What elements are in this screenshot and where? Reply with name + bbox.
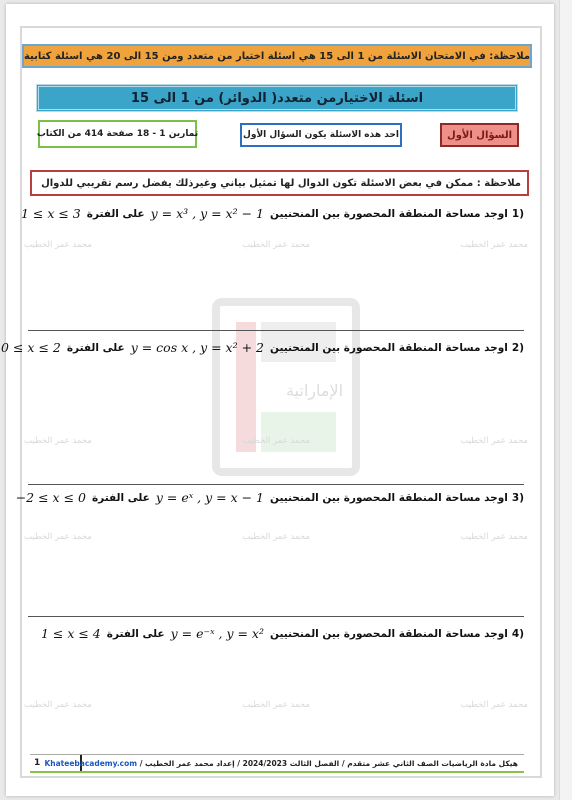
- question-text: اوجد مساحة المنطقة المحصورة بين المنحنيين: [270, 341, 508, 354]
- watermark-row: محمد عمر الخطيب محمد عمر الخطيب محمد عمر الخطيب: [24, 532, 528, 542]
- section-title: [36, 84, 518, 112]
- page-number: 1: [34, 758, 41, 768]
- question-interval: 1 ≤ x ≤ 3: [20, 206, 81, 221]
- question-number: (2: [511, 341, 524, 354]
- question-2: [1, 340, 524, 355]
- watermark-row: محمد عمر الخطيب محمد عمر الخطيب محمد عمر الخطيب: [24, 240, 528, 250]
- interval-label: على الفترة: [106, 627, 165, 640]
- logo-watermark-text: الإماراتية: [286, 381, 344, 400]
- watermark-row: محمد عمر الخطيب محمد عمر الخطيب محمد عمر الخطيب: [24, 436, 528, 446]
- divider: [28, 330, 524, 331]
- footer-text-group: [44, 759, 518, 768]
- question-number: (3: [511, 491, 524, 504]
- question-1: [21, 206, 524, 221]
- question-interval: −2 ≤ x ≤ 0: [15, 490, 86, 505]
- exercises-reference: [38, 120, 197, 148]
- exam-note-text: ملاحظة: في الامتحان الاسئلة من 1 الى 15 هي اسئلة اختيار من متعدد ومن 15 الى 20 هي اسئلة كتابية: [23, 50, 531, 62]
- graph-note: [30, 170, 529, 196]
- divider: [28, 484, 524, 485]
- academy-logo-watermark: [206, 292, 366, 482]
- question-number: (1: [511, 207, 524, 220]
- question-functions: y = eˣ , y = x − 1: [155, 490, 264, 505]
- question-number: (4: [511, 627, 524, 640]
- interval-label: على الفترة: [66, 341, 125, 354]
- question-functions: y = x³ , y = x² − 1: [150, 206, 264, 221]
- question-4: [41, 626, 524, 641]
- footer-link[interactable]: Khateebacademy.com: [44, 758, 138, 768]
- question-functions: y = cos x , y = x² + 2: [130, 340, 264, 355]
- exercises-reference-text: تمارين 1 - 18 صفحة 414 من الكتاب: [36, 129, 199, 139]
- question-interval: 0 ≤ x ≤ 2: [1, 340, 61, 355]
- question-label-text: السؤال الأول: [447, 129, 512, 141]
- question-text: اوجد مساحة المنطقة المحصورة بين المنحنيين: [270, 491, 508, 504]
- scrollbar[interactable]: [559, 0, 572, 800]
- question-label-badge: [440, 123, 519, 147]
- section-title-text: اسئلة الاختيارمن متعدد( الدوائر) من 1 الى 15: [130, 90, 424, 106]
- question-text: اوجد مساحة المنطقة المحصورة بين المنحنيين: [270, 207, 508, 220]
- question-3: [16, 490, 524, 505]
- question-interval: 1 ≤ x ≤ 4: [40, 626, 101, 641]
- watermark-row: محمد عمر الخطيب محمد عمر الخطيب محمد عمر الخطيب: [24, 700, 528, 710]
- interval-label: على الفترة: [91, 491, 150, 504]
- question-text: اوجد مساحة المنطقة المحصورة بين المنحنيين: [270, 627, 508, 640]
- divider: [28, 616, 524, 617]
- question-functions: y = e⁻ˣ , y = x²: [170, 626, 264, 641]
- exam-note-banner: [22, 44, 532, 68]
- one-question-note-text: احد هذه الاسئلة يكون السؤال الأول: [243, 130, 399, 140]
- page-footer: [30, 754, 524, 773]
- graph-note-text: ملاحظة : ممكن في بعض الاسئلة تكون الدوال لها تمثيل بياني وغيرذلك يفضل رسم تقريبي للدوال: [41, 177, 521, 189]
- footer-text: هيكل مادة الرياضيات الصف الثاني عشر متقدم / الفصل الثالث 2024/2023 / إعداد محمد عمر الخطيب /: [139, 758, 518, 768]
- interval-label: على الفترة: [86, 207, 145, 220]
- one-question-note: [240, 123, 402, 147]
